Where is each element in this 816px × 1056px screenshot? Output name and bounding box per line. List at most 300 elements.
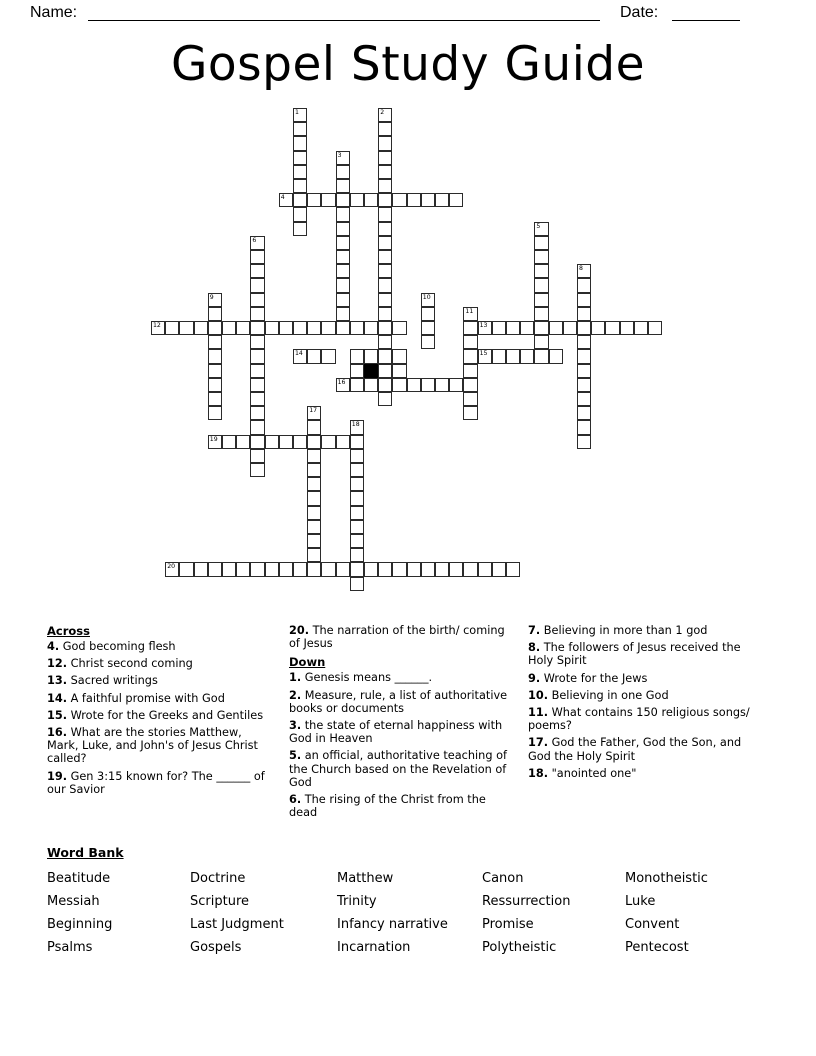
grid-cell[interactable]: [421, 307, 435, 321]
clue-number: 2.: [289, 688, 302, 702]
grid-cell[interactable]: [392, 321, 406, 335]
grid-cell[interactable]: [378, 364, 392, 378]
grid-cell-number: 8: [579, 265, 583, 273]
grid-cell[interactable]: [463, 392, 477, 406]
grid-cell[interactable]: [250, 449, 264, 463]
word-bank-word[interactable]: Psalms: [47, 940, 93, 955]
grid-cell-number: 2: [380, 109, 385, 116]
word-bank-row: [47, 867, 777, 890]
grid-cell[interactable]: [378, 293, 392, 307]
grid-cell[interactable]: [378, 278, 392, 292]
word-bank-word[interactable]: Last Judgment: [190, 917, 284, 932]
grid-cell[interactable]: [449, 193, 463, 207]
clue-item: [289, 793, 514, 819]
clue-item: [528, 624, 760, 637]
grid-cell[interactable]: [293, 108, 307, 122]
grid-cell[interactable]: [350, 491, 364, 505]
grid-cell[interactable]: [208, 378, 222, 392]
clue-number: 12.: [47, 657, 68, 671]
clue-item: [528, 767, 760, 780]
grid-cell[interactable]: [165, 562, 179, 576]
grid-cell[interactable]: [222, 321, 236, 335]
grid-cell[interactable]: [307, 420, 321, 434]
grid-cell[interactable]: [321, 562, 335, 576]
grid-cell[interactable]: [392, 364, 406, 378]
clue-item: [289, 719, 514, 745]
grid-cell[interactable]: [250, 236, 264, 250]
clues-column-down-continued: [528, 624, 760, 784]
clue-number: 10.: [528, 688, 549, 702]
clue-text: What are the stories Matthew, Mark, Luke, and John's of Jesus Christ called?: [47, 726, 258, 766]
grid-cell[interactable]: [208, 364, 222, 378]
grid-cell[interactable]: [250, 435, 264, 449]
grid-cell[interactable]: [563, 321, 577, 335]
grid-cell[interactable]: [208, 307, 222, 321]
grid-cell[interactable]: [350, 463, 364, 477]
grid-cell[interactable]: [307, 435, 321, 449]
grid-cell[interactable]: [250, 349, 264, 363]
grid-cell[interactable]: [336, 435, 350, 449]
grid-cell[interactable]: [549, 321, 563, 335]
clues-section: [0, 624, 816, 834]
grid-cell[interactable]: [421, 562, 435, 576]
grid-cell[interactable]: [648, 321, 662, 335]
grid-cell[interactable]: [378, 207, 392, 221]
grid-cell-number: 9: [209, 293, 214, 301]
grid-cell[interactable]: [336, 378, 350, 392]
grid-cell[interactable]: [534, 250, 548, 264]
word-bank-row: [47, 936, 777, 959]
grid-cell[interactable]: [463, 562, 477, 576]
grid-cell[interactable]: [492, 562, 506, 576]
grid-cell[interactable]: [321, 349, 335, 363]
grid-cell[interactable]: [222, 435, 236, 449]
grid-cell[interactable]: [336, 278, 350, 292]
grid-cell[interactable]: [577, 406, 591, 420]
grid-cell[interactable]: [250, 293, 264, 307]
grid-cell[interactable]: [236, 562, 250, 576]
grid-cell[interactable]: [534, 222, 548, 236]
grid-cell[interactable]: [577, 278, 591, 292]
word-bank-word[interactable]: Incarnation: [337, 940, 411, 955]
clue-number: 9.: [528, 671, 541, 685]
grid-cell[interactable]: [350, 321, 364, 335]
grid-cell[interactable]: [307, 449, 321, 463]
grid-cell[interactable]: [179, 321, 193, 335]
across-clue-list: [47, 640, 275, 796]
grid-cell[interactable]: [506, 349, 520, 363]
grid-cell[interactable]: [250, 335, 264, 349]
grid-cell[interactable]: [208, 435, 222, 449]
clue-item: [47, 640, 275, 653]
grid-cell[interactable]: [407, 378, 421, 392]
grid-cell-number: 4: [280, 194, 285, 202]
grid-cell[interactable]: [321, 435, 335, 449]
grid-cell[interactable]: [577, 293, 591, 307]
word-bank-word[interactable]: Pentecost: [625, 940, 689, 955]
grid-cell-number: 13: [479, 322, 488, 329]
grid-cell[interactable]: [208, 321, 222, 335]
clue-number: 7.: [528, 624, 541, 637]
grid-cell[interactable]: [307, 506, 321, 520]
grid-cell[interactable]: [293, 165, 307, 179]
grid-cell[interactable]: [463, 378, 477, 392]
grid-cell[interactable]: [520, 321, 534, 335]
grid-cell[interactable]: [293, 562, 307, 576]
grid-cell[interactable]: [364, 321, 378, 335]
grid-cell[interactable]: [506, 321, 520, 335]
clue-number: 3.: [289, 719, 302, 733]
grid-cell[interactable]: [293, 151, 307, 165]
grid-cell[interactable]: [407, 562, 421, 576]
grid-cell[interactable]: [534, 264, 548, 278]
grid-cell[interactable]: [378, 122, 392, 136]
grid-cell[interactable]: [279, 321, 293, 335]
grid-cell[interactable]: [392, 193, 406, 207]
grid-cell[interactable]: [208, 349, 222, 363]
clue-text: Believing in more than 1 god: [540, 624, 708, 637]
grid-cell[interactable]: [378, 136, 392, 150]
word-bank-word[interactable]: Matthew: [337, 871, 394, 886]
grid-cell[interactable]: [392, 378, 406, 392]
grid-cell-number: 16: [337, 378, 346, 386]
clue-number: 13.: [47, 674, 68, 688]
grid-cell[interactable]: [250, 463, 264, 477]
grid-cell[interactable]: [378, 307, 392, 321]
grid-cell[interactable]: [250, 406, 264, 420]
clue-item: [528, 672, 760, 685]
grid-cell[interactable]: [577, 392, 591, 406]
word-bank-word[interactable]: Gospels: [190, 940, 242, 955]
grid-cell[interactable]: [435, 378, 449, 392]
grid-cell[interactable]: [350, 562, 364, 576]
grid-cell[interactable]: [463, 406, 477, 420]
grid-cell[interactable]: [194, 321, 208, 335]
grid-cell[interactable]: [478, 321, 492, 335]
grid-cell[interactable]: [336, 321, 350, 335]
grid-cell[interactable]: [250, 364, 264, 378]
clue-number: 8.: [528, 641, 541, 655]
grid-cell[interactable]: [321, 321, 335, 335]
grid-cell[interactable]: [350, 364, 364, 378]
down-clue-list-continued: [528, 624, 760, 780]
clue-item: [47, 674, 275, 687]
grid-cell[interactable]: [307, 477, 321, 491]
grid-cell[interactable]: [293, 179, 307, 193]
grid-cell[interactable]: [336, 179, 350, 193]
word-bank-table: [47, 867, 777, 959]
grid-cell[interactable]: [378, 392, 392, 406]
word-bank-word[interactable]: Trinity: [337, 894, 377, 909]
grid-cell[interactable]: [463, 307, 477, 321]
grid-cell[interactable]: [634, 321, 648, 335]
clue-item: [47, 692, 275, 705]
grid-cell[interactable]: [179, 562, 193, 576]
grid-cell[interactable]: [577, 420, 591, 434]
grid-cell[interactable]: [435, 562, 449, 576]
grid-cell[interactable]: [293, 222, 307, 236]
grid-cell[interactable]: [534, 293, 548, 307]
grid-cell[interactable]: [577, 378, 591, 392]
grid-cell[interactable]: [336, 236, 350, 250]
grid-cell[interactable]: [364, 193, 378, 207]
grid-cell[interactable]: [307, 520, 321, 534]
grid-cell[interactable]: [378, 562, 392, 576]
grid-cell[interactable]: [478, 349, 492, 363]
grid-cell[interactable]: [336, 250, 350, 264]
grid-cell[interactable]: [577, 335, 591, 349]
grid-cell[interactable]: [250, 321, 264, 335]
grid-cell[interactable]: [336, 264, 350, 278]
grid-cell[interactable]: [577, 364, 591, 378]
grid-cell[interactable]: [463, 321, 477, 335]
grid-cell[interactable]: [492, 349, 506, 363]
grid-cell[interactable]: [350, 420, 364, 434]
grid-cell[interactable]: [421, 321, 435, 335]
word-bank-word[interactable]: Beginning: [47, 917, 113, 932]
grid-cell[interactable]: [463, 364, 477, 378]
grid-cell[interactable]: [307, 321, 321, 335]
grid-cell[interactable]: [378, 165, 392, 179]
clue-number: 6.: [289, 793, 302, 807]
word-bank-word[interactable]: Scripture: [190, 894, 250, 909]
grid-cell[interactable]: [534, 349, 548, 363]
grid-cell[interactable]: [307, 463, 321, 477]
grid-cell[interactable]: [336, 151, 350, 165]
grid-cell[interactable]: [421, 193, 435, 207]
clue-item: [47, 726, 275, 766]
clue-text: Measure, rule, a list of authoritative books or documents: [289, 688, 508, 715]
grid-cell[interactable]: [577, 349, 591, 363]
grid-cell[interactable]: [208, 392, 222, 406]
grid-cell[interactable]: [293, 321, 307, 335]
grid-cell[interactable]: [421, 378, 435, 392]
clue-text: The followers of Jesus received the Holy Spirit: [528, 641, 741, 668]
clue-item: [47, 657, 275, 670]
word-bank-word[interactable]: Promise: [482, 917, 534, 932]
grid-cell[interactable]: [350, 449, 364, 463]
clue-item: [289, 671, 514, 684]
word-bank-word[interactable]: Luke: [625, 894, 656, 909]
word-bank-word[interactable]: Infancy narrative: [337, 917, 448, 932]
grid-cell[interactable]: [378, 193, 392, 207]
word-bank-word[interactable]: Beatitude: [47, 871, 111, 886]
grid-cell[interactable]: [250, 278, 264, 292]
grid-cell[interactable]: [293, 122, 307, 136]
word-bank-word[interactable]: Ressurrection: [482, 894, 571, 909]
grid-cell[interactable]: [378, 321, 392, 335]
word-bank-word[interactable]: Convent: [625, 917, 680, 932]
down-clue-list: [289, 671, 514, 819]
word-bank-word[interactable]: Monotheistic: [625, 871, 708, 886]
grid-cell[interactable]: [336, 307, 350, 321]
grid-cell[interactable]: [307, 406, 321, 420]
grid-cell[interactable]: [250, 562, 264, 576]
grid-cell[interactable]: [378, 378, 392, 392]
grid-cell[interactable]: [307, 562, 321, 576]
down-heading: Down: [289, 655, 326, 670]
grid-cell[interactable]: [577, 321, 591, 335]
grid-cell[interactable]: [506, 562, 520, 576]
grid-cell[interactable]: [279, 435, 293, 449]
grid-cell[interactable]: [250, 250, 264, 264]
grid-cell[interactable]: [265, 562, 279, 576]
grid-cell[interactable]: [620, 321, 634, 335]
grid-cell[interactable]: [577, 264, 591, 278]
clue-text: Wrote for the Greeks and Gentiles: [67, 708, 264, 722]
clue-item: [528, 706, 760, 732]
clue-text: God becoming flesh: [59, 640, 176, 653]
grid-cell[interactable]: [350, 577, 364, 591]
grid-cell[interactable]: [151, 321, 165, 335]
grid-cell[interactable]: [250, 264, 264, 278]
word-bank-row: [47, 890, 777, 913]
grid-cell[interactable]: [392, 562, 406, 576]
grid-cell[interactable]: [208, 335, 222, 349]
grid-cell[interactable]: [378, 335, 392, 349]
grid-cell[interactable]: [364, 349, 378, 363]
grid-cell[interactable]: [378, 179, 392, 193]
grid-cell[interactable]: [407, 193, 421, 207]
page-title: Gospel Study Guide: [170, 37, 646, 92]
clue-text: "anointed one": [548, 766, 637, 780]
word-bank-word[interactable]: Polytheistic: [482, 940, 557, 955]
grid-cell[interactable]: [549, 349, 563, 363]
word-bank-word[interactable]: Doctrine: [190, 871, 246, 886]
grid-cell[interactable]: [208, 562, 222, 576]
grid-cell[interactable]: [165, 321, 179, 335]
clue-number: 5.: [289, 749, 302, 763]
grid-cell[interactable]: [421, 335, 435, 349]
grid-cell[interactable]: [378, 151, 392, 165]
grid-cell[interactable]: [336, 562, 350, 576]
grid-cell-number: 15: [479, 350, 488, 358]
grid-cell[interactable]: [336, 293, 350, 307]
grid-cell[interactable]: [208, 293, 222, 307]
grid-cell[interactable]: [350, 477, 364, 491]
grid-cell[interactable]: [293, 136, 307, 150]
clue-item: [289, 749, 514, 789]
grid-cell[interactable]: [293, 435, 307, 449]
grid-cell[interactable]: [250, 378, 264, 392]
grid-cell[interactable]: [534, 321, 548, 335]
grid-cell[interactable]: [350, 378, 364, 392]
clue-number: 18.: [528, 766, 549, 780]
grid-cell[interactable]: [378, 108, 392, 122]
grid-cell[interactable]: [336, 193, 350, 207]
grid-cell[interactable]: [307, 349, 321, 363]
grid-cell[interactable]: [520, 349, 534, 363]
clues-column-across: [47, 624, 275, 800]
clue-text: Believing in one God: [548, 688, 669, 702]
grid-cell[interactable]: [378, 250, 392, 264]
grid-cell[interactable]: [336, 207, 350, 221]
grid-cell[interactable]: [279, 562, 293, 576]
grid-cell[interactable]: [236, 321, 250, 335]
grid-cell[interactable]: [350, 534, 364, 548]
grid-cell[interactable]: [478, 562, 492, 576]
grid-cell[interactable]: [293, 349, 307, 363]
grid-cell[interactable]: [307, 534, 321, 548]
grid-cell[interactable]: [392, 349, 406, 363]
grid-cell[interactable]: [577, 307, 591, 321]
grid-cell[interactable]: [250, 420, 264, 434]
grid-cell[interactable]: [307, 548, 321, 562]
grid-cell[interactable]: [591, 321, 605, 335]
across-clue-list-continued: [289, 624, 514, 650]
grid-cell[interactable]: [449, 378, 463, 392]
grid-cell-number: 12: [153, 322, 161, 329]
grid-cell[interactable]: [307, 491, 321, 505]
grid-cell[interactable]: [364, 562, 378, 576]
grid-cell[interactable]: [236, 435, 250, 449]
clue-text: The rising of the Christ from the dead: [289, 793, 486, 820]
grid-cell[interactable]: [350, 193, 364, 207]
word-bank-word[interactable]: Canon: [482, 871, 524, 886]
grid-cell[interactable]: [378, 222, 392, 236]
grid-cell[interactable]: [364, 378, 378, 392]
grid-cell[interactable]: [449, 562, 463, 576]
grid-cell[interactable]: [250, 392, 264, 406]
grid-cell[interactable]: [378, 349, 392, 363]
clue-text: Gen 3:15 known for? The ______ of our Savior: [47, 769, 265, 796]
grid-cell[interactable]: [378, 236, 392, 250]
grid-cell[interactable]: [605, 321, 619, 335]
grid-cell[interactable]: [279, 193, 293, 207]
grid-cell[interactable]: [350, 435, 364, 449]
word-bank-row: [47, 913, 777, 936]
grid-cell[interactable]: [265, 435, 279, 449]
grid-cell[interactable]: [350, 506, 364, 520]
grid-cell[interactable]: [208, 406, 222, 420]
grid-cell[interactable]: [534, 307, 548, 321]
grid-cell[interactable]: [336, 165, 350, 179]
grid-cell[interactable]: [350, 349, 364, 363]
grid-cell[interactable]: [350, 548, 364, 562]
grid-cell[interactable]: [293, 193, 307, 207]
across-heading: Across: [47, 624, 90, 638]
grid-cell[interactable]: [463, 335, 477, 349]
grid-cell[interactable]: [222, 562, 236, 576]
grid-cell[interactable]: [492, 321, 506, 335]
grid-cell[interactable]: [435, 193, 449, 207]
grid-cell[interactable]: [534, 335, 548, 349]
clue-text: Sacred writings: [67, 674, 158, 688]
grid-cell[interactable]: [350, 520, 364, 534]
grid-cell[interactable]: [463, 349, 477, 363]
grid-cell[interactable]: [307, 193, 321, 207]
grid-cell[interactable]: [534, 278, 548, 292]
grid-cell[interactable]: [265, 321, 279, 335]
grid-cell[interactable]: [421, 293, 435, 307]
grid-cell[interactable]: [250, 307, 264, 321]
grid-cell[interactable]: [534, 236, 548, 250]
grid-cell[interactable]: [293, 207, 307, 221]
grid-cell[interactable]: [321, 193, 335, 207]
clue-number: 15.: [47, 708, 68, 722]
grid-cell[interactable]: [577, 435, 591, 449]
grid-cell-number: 14: [295, 350, 303, 358]
clue-item: [47, 770, 275, 796]
clues-column-middle: [289, 624, 514, 823]
grid-cell[interactable]: [378, 264, 392, 278]
clue-text: The narration of the birth/ coming of Jesus: [289, 624, 505, 651]
clue-text: What contains 150 religious songs/ poems?: [528, 706, 750, 733]
grid-cell[interactable]: [194, 562, 208, 576]
grid-cell[interactable]: [336, 222, 350, 236]
grid-cell-number: 19: [209, 435, 218, 443]
word-bank-word[interactable]: Messiah: [47, 894, 100, 909]
